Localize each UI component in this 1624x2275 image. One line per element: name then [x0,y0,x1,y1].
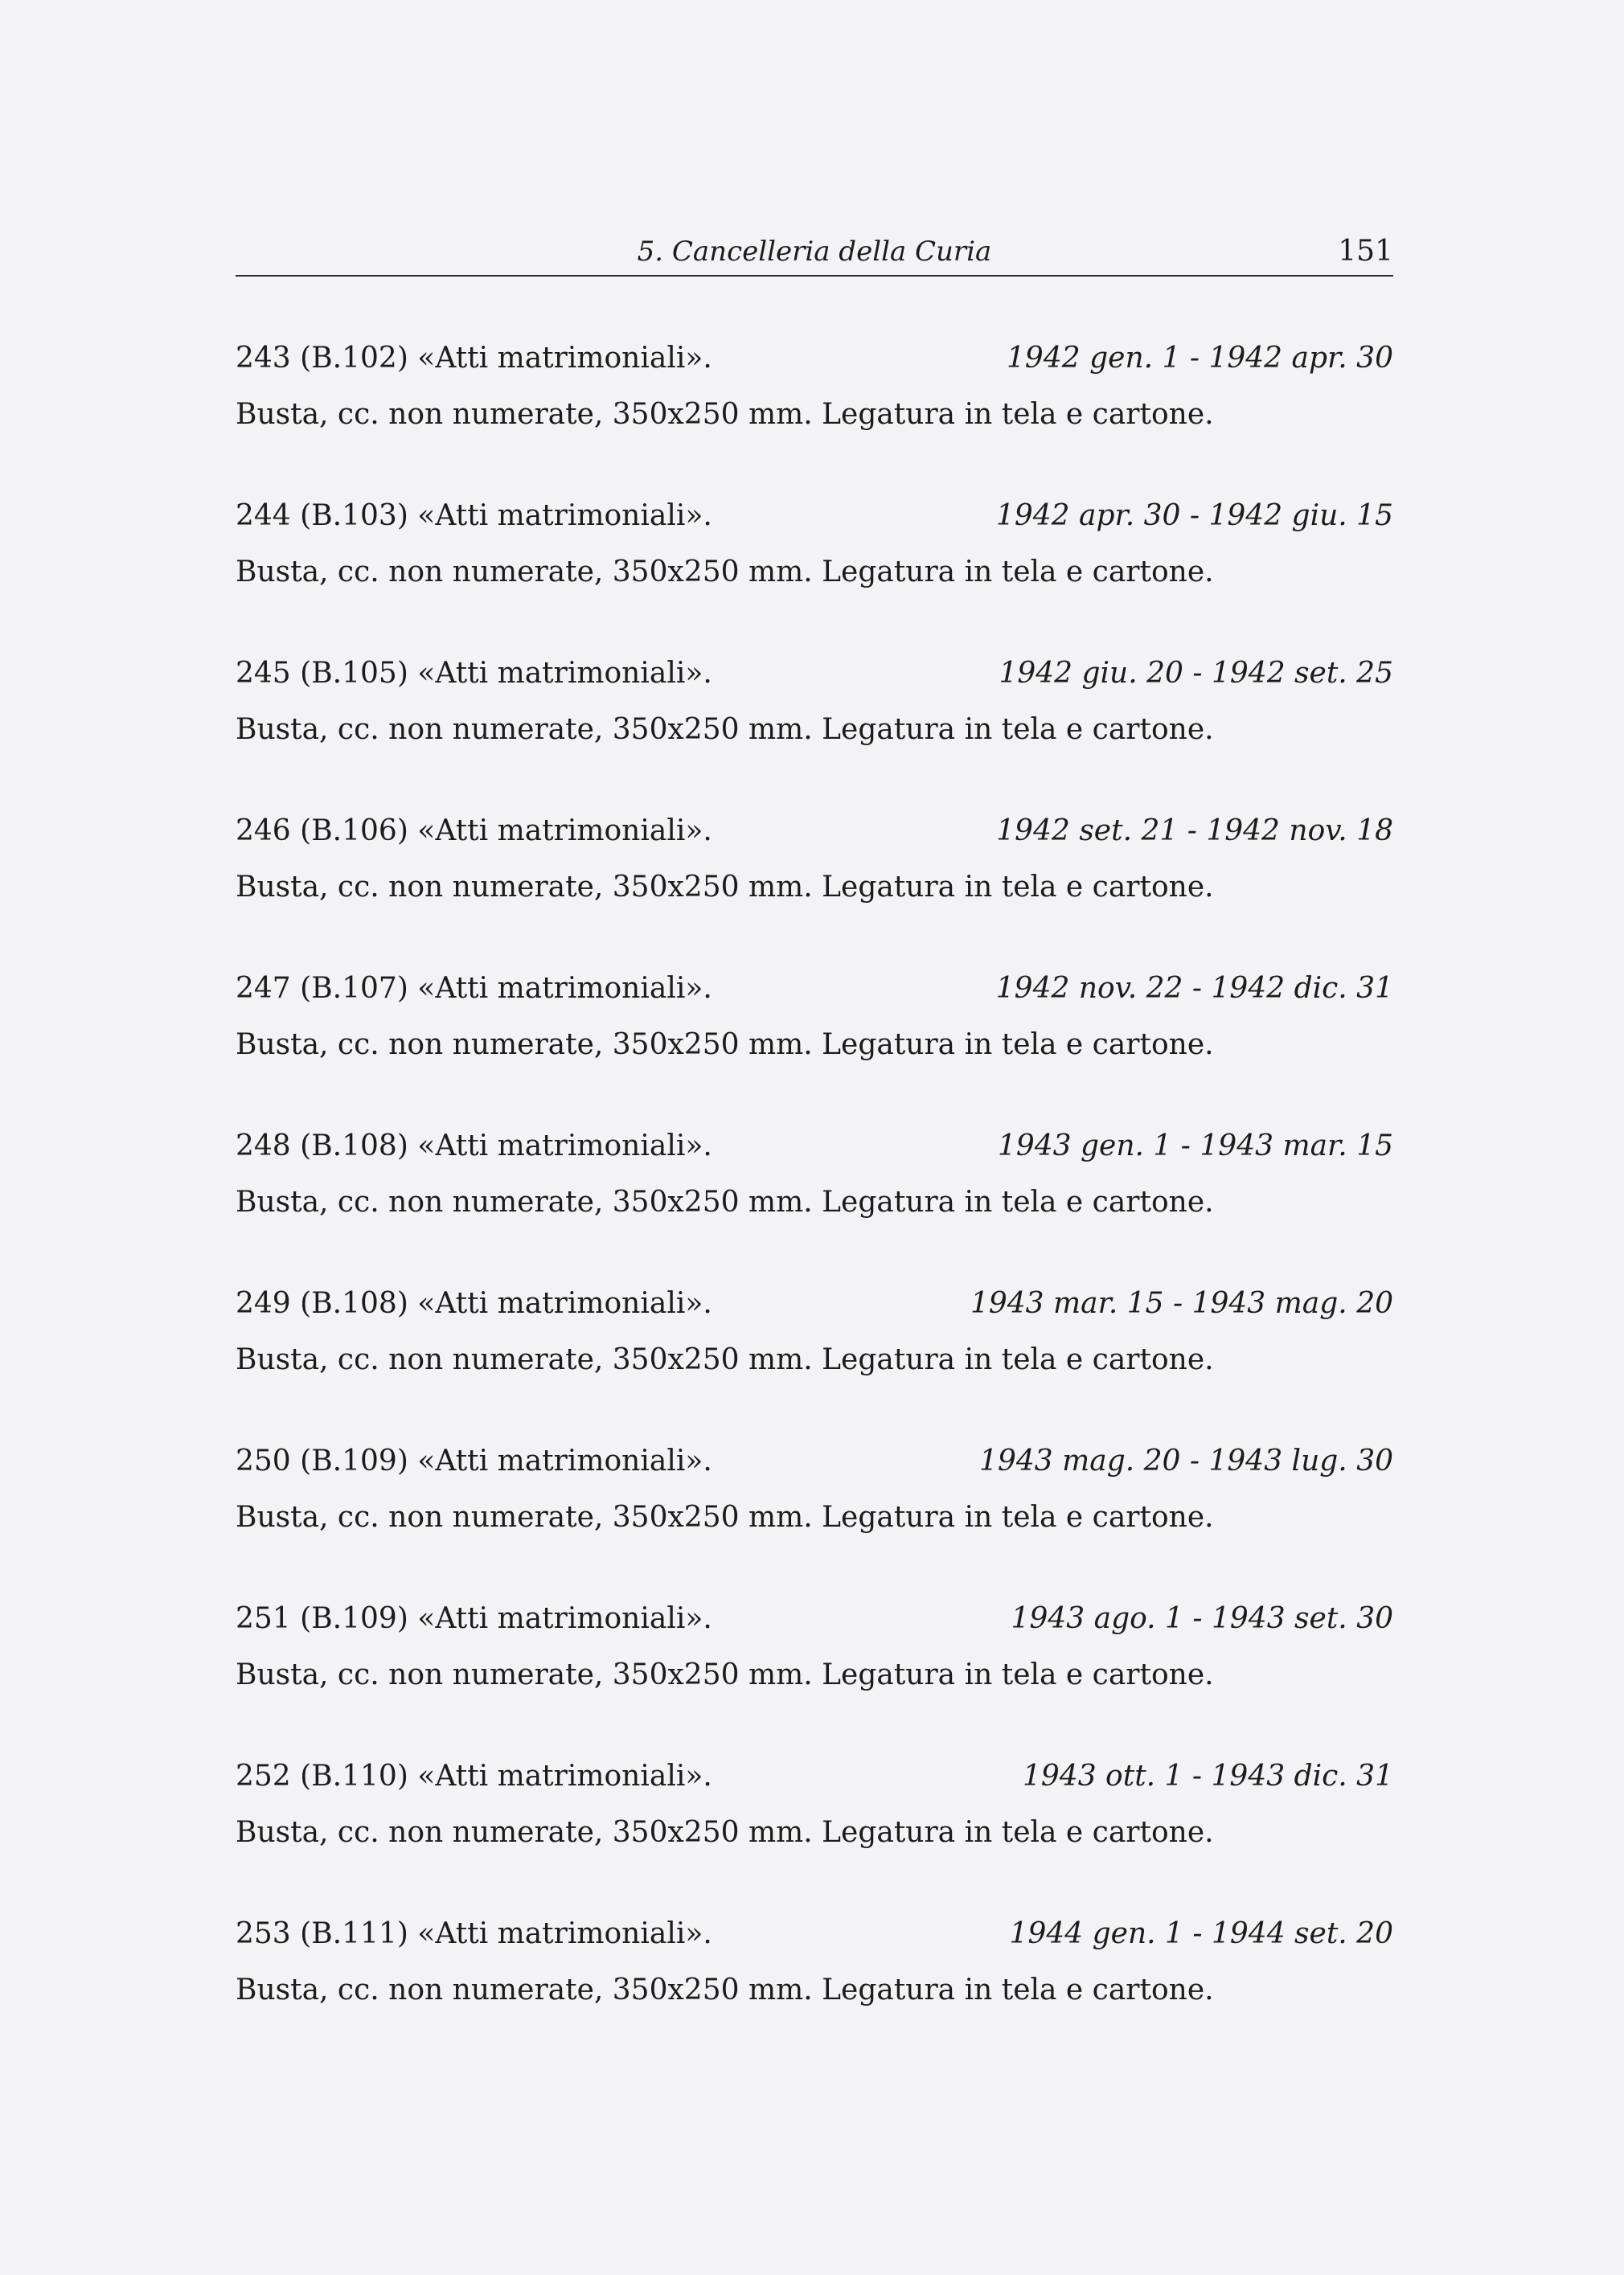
entry-title: 247 (B.107) «Atti matrimoniali». [236,972,712,1005]
entry-date-range: 1943 mar. 15 - 1943 mag. 20 [970,1287,1393,1320]
entry-date-range: 1943 gen. 1 - 1943 mar. 15 [997,1129,1393,1162]
entry-247 [236,965,1393,1122]
entry-date-range: 1942 nov. 22 - 1942 dic. 31 [995,972,1393,1005]
entry-250 [236,1437,1393,1595]
entry-title: 248 (B.108) «Atti matrimoniali». [236,1129,712,1162]
entry-description: Busta, cc. non numerate, 350x250 mm. Legatura in tela e cartone. [236,1028,1214,1061]
entry-title: 249 (B.108) «Atti matrimoniali». [236,1287,712,1320]
entry-description: Busta, cc. non numerate, 350x250 mm. Legatura in tela e cartone. [236,1816,1214,1849]
entry-title: 250 (B.109) «Atti matrimoniali». [236,1445,712,1478]
entry-title: 244 (B.103) «Atti matrimoniali». [236,499,712,532]
entry-245 [236,650,1393,807]
page-number: 151 [1338,235,1393,268]
entry-date-range: 1944 gen. 1 - 1944 set. 20 [1009,1917,1393,1950]
entry-249 [236,1280,1393,1437]
entry-title: 253 (B.111) «Atti matrimoniali». [236,1917,712,1950]
entry-244 [236,492,1393,650]
entry-description: Busta, cc. non numerate, 350x250 mm. Legatura in tela e cartone. [236,1974,1214,2007]
entry-list [236,334,1393,2068]
entry-253 [236,1910,1393,2068]
entry-title: 251 (B.109) «Atti matrimoniali». [236,1602,712,1635]
entry-title: 245 (B.105) «Atti matrimoniali». [236,657,712,690]
entry-246 [236,807,1393,965]
entry-date-range: 1942 gen. 1 - 1942 apr. 30 [1007,342,1393,375]
entry-description: Busta, cc. non numerate, 350x250 mm. Legatura in tela e cartone. [236,555,1214,588]
entry-date-range: 1943 ott. 1 - 1943 dic. 31 [1023,1760,1393,1793]
running-header [236,233,1393,277]
entry-252 [236,1752,1393,1910]
entry-248 [236,1122,1393,1280]
entry-description: Busta, cc. non numerate, 350x250 mm. Legatura in tela e cartone. [236,871,1214,904]
entry-title: 243 (B.102) «Atti matrimoniali». [236,342,712,375]
entry-251 [236,1595,1393,1752]
entry-description: Busta, cc. non numerate, 350x250 mm. Legatura in tela e cartone. [236,1501,1214,1534]
entry-date-range: 1942 giu. 20 - 1942 set. 25 [999,657,1393,690]
entry-title: 252 (B.110) «Atti matrimoniali». [236,1760,712,1793]
entry-title: 246 (B.106) «Atti matrimoniali». [236,814,712,847]
entry-date-range: 1943 mag. 20 - 1943 lug. 30 [979,1445,1393,1478]
entry-description: Busta, cc. non numerate, 350x250 mm. Legatura in tela e cartone. [236,1658,1214,1691]
entry-date-range: 1943 ago. 1 - 1943 set. 30 [1011,1602,1393,1635]
entry-description: Busta, cc. non numerate, 350x250 mm. Legatura in tela e cartone. [236,1343,1214,1376]
entry-description: Busta, cc. non numerate, 350x250 mm. Legatura in tela e cartone. [236,398,1214,431]
entry-243 [236,334,1393,492]
entry-date-range: 1942 set. 21 - 1942 nov. 18 [996,814,1393,847]
entry-description: Busta, cc. non numerate, 350x250 mm. Legatura in tela e cartone. [236,1186,1214,1219]
chapter-title: 5. Cancelleria della Curia [637,236,992,268]
entry-description: Busta, cc. non numerate, 350x250 mm. Legatura in tela e cartone. [236,713,1214,746]
entry-date-range: 1942 apr. 30 - 1942 giu. 15 [995,499,1393,532]
